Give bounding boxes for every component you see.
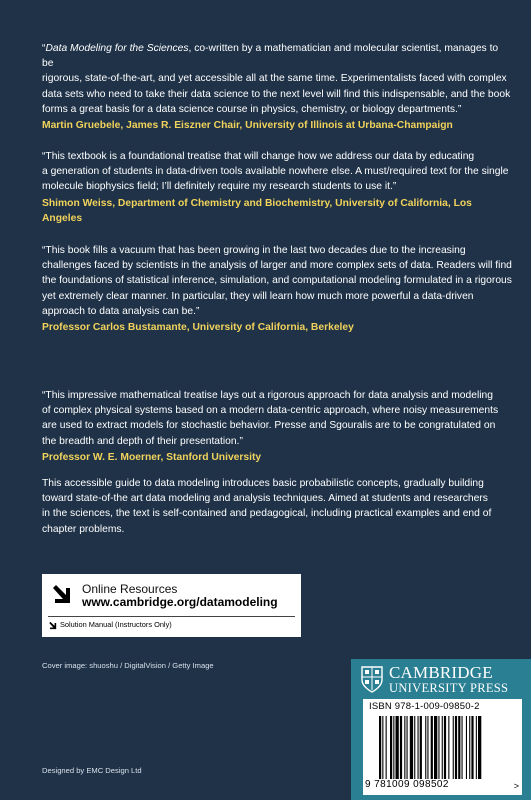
quote-line: approach to data analysis can be.” bbox=[42, 305, 200, 317]
quote-line: the foundations of statistical inference, simulation, and computational modeling formulated in a rigorous bbox=[42, 275, 512, 287]
quote-moerner bbox=[42, 388, 512, 465]
barcode-panel bbox=[363, 699, 522, 795]
quote-line: data sets who need to take their data science to the next level will find this indispensable, and the book bbox=[42, 88, 511, 100]
barcode-bar bbox=[431, 716, 433, 779]
barcode-bar bbox=[458, 716, 460, 779]
barcode-bar bbox=[455, 716, 457, 779]
barcode-bar bbox=[469, 716, 470, 779]
barcode-bar bbox=[404, 716, 405, 779]
isbn-label: ISBN 978-1-009-09850-2 bbox=[369, 701, 480, 712]
designer-credit: Designed by EMC Design Ltd bbox=[42, 766, 142, 775]
barcode-bar bbox=[434, 716, 437, 779]
barcode-bar bbox=[396, 716, 399, 779]
barcode-end-marker: > bbox=[513, 781, 519, 791]
resources-divider bbox=[48, 616, 295, 617]
online-resources-box bbox=[42, 574, 301, 637]
barcode-bar bbox=[471, 716, 473, 779]
resources-title: Online Resources bbox=[82, 582, 178, 596]
blurb-line: This accessible guide to data modeling introduces basic probabilistic concepts, gradually building bbox=[42, 478, 484, 489]
barcode-bar bbox=[418, 716, 419, 779]
barcode-digits: 9 781009 098502 bbox=[365, 779, 449, 790]
quote-attribution: Martin Gruebele, James R. Eiszner Chair, University of Illinois at Urbana-Champaign bbox=[42, 120, 453, 132]
quote-attribution: Professor W. E. Moerner, Stanford University bbox=[42, 451, 262, 463]
barcode-bar bbox=[407, 716, 408, 779]
barcode-bar bbox=[453, 716, 454, 779]
quote-line: “This textbook is a foundational treatise that will change how we address our data by educating bbox=[42, 151, 475, 162]
barcode-bar bbox=[444, 716, 446, 779]
quote-line: molecule biophysics field; I’ll definitely require my research students to use it.” bbox=[42, 181, 397, 193]
barcode-bar bbox=[442, 716, 443, 779]
publisher-panel bbox=[351, 659, 531, 800]
quote-line: a generation of students in data-driven tools available nowhere else. A must/required text for the single bbox=[42, 166, 509, 178]
book-blurb bbox=[42, 476, 512, 537]
quote-line: “Data Modeling for the Sciences, co-written by a mathematician and molecular scientist, manages to be bbox=[42, 43, 499, 70]
quote-line: “This book fills a vacuum that has been growing in the last two decades due to the increasing bbox=[42, 245, 466, 256]
barcode-icon bbox=[379, 716, 511, 779]
publisher-name: CAMBRIDGE bbox=[389, 663, 493, 682]
quote-bustamante bbox=[42, 243, 512, 335]
book-title-italic: Data Modeling for the Sciences bbox=[45, 43, 189, 54]
barcode-bar bbox=[420, 716, 422, 779]
barcode-bar bbox=[379, 716, 381, 779]
quote-line: rigorous, state-of-the-art, and yet accessible all at the same time. Experimentalists faced with complex bbox=[42, 73, 507, 85]
barcode-bar bbox=[427, 716, 428, 779]
quote-attribution: Shimon Weiss, Department of Chemistry and Biochemistry, University of California, Los Angeles bbox=[42, 197, 472, 224]
barcode-bar bbox=[410, 716, 413, 779]
barcode-bar bbox=[466, 716, 467, 779]
barcode-bar bbox=[393, 716, 394, 779]
cover-image-credit: Cover image: shuoshu / DigitalVision / Getty Image bbox=[42, 661, 214, 670]
arrow-down-right-icon bbox=[50, 583, 72, 605]
barcode-bar bbox=[390, 716, 392, 779]
cambridge-crest-icon bbox=[361, 666, 383, 693]
quote-line: “This impressive mathematical treatise lays out a rigorous approach for data analysis and modeling bbox=[42, 390, 493, 401]
barcode-bar bbox=[414, 716, 415, 779]
barcode-bar bbox=[400, 716, 402, 779]
blurb-line: in the sciences, the text is self-contained and pedagogical, including practical examples and end of bbox=[42, 508, 492, 520]
publisher-subtitle: UNIVERSITY PRESS bbox=[389, 681, 509, 695]
barcode-bar bbox=[462, 716, 463, 779]
barcode-bar bbox=[476, 716, 477, 779]
barcode-bar bbox=[382, 716, 383, 779]
quote-attribution: Professor Carlos Bustamante, University of California, Berkeley bbox=[42, 322, 354, 334]
quote-gruebele bbox=[42, 41, 512, 133]
blurb-line: chapter problems. bbox=[42, 523, 125, 535]
quote-line: challenges faced by scientists in the analysis of larger and more complex sets of data. Readers will find bbox=[42, 260, 512, 272]
barcode-bar bbox=[438, 716, 439, 779]
solution-manual-label: Solution Manual (Instructors Only) bbox=[60, 620, 172, 629]
blurb-line: toward state-of-the art data modeling and analysis techniques. Aimed at students and researchers bbox=[42, 493, 488, 505]
resources-url[interactable]: www.cambridge.org/datamodeling bbox=[82, 595, 278, 609]
quote-weiss bbox=[42, 149, 512, 226]
quote-line: forms a great basis for a data science course in physics, chemistry, or biology departments.” bbox=[42, 103, 462, 115]
quote-line: of complex physical systems based on a modern data-centric approach, where noisy measurements bbox=[42, 405, 499, 417]
barcode-bar bbox=[386, 716, 387, 779]
barcode-bar bbox=[425, 716, 426, 779]
barcode-bar bbox=[448, 716, 449, 779]
arrow-down-right-icon bbox=[48, 621, 57, 630]
quote-line: yet extremely clear manner. In particular, they will learn how much more powerful a data-driven bbox=[42, 290, 474, 302]
quote-line: the breadth and depth of their presentation.” bbox=[42, 435, 243, 447]
barcode-bar bbox=[478, 716, 481, 779]
quote-line: are used to extract models for stochastic behavior. Presse and Sgouralis are to be congratulated on bbox=[42, 420, 496, 432]
